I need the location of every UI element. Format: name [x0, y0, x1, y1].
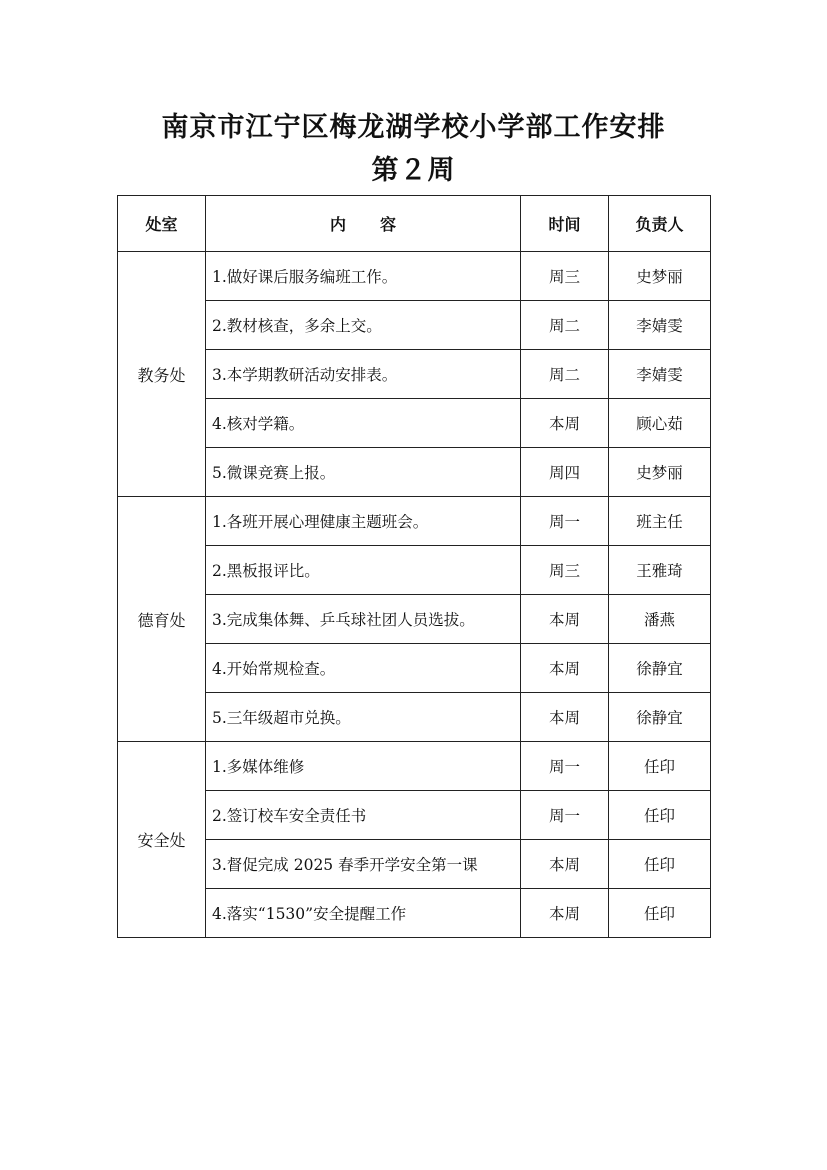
time-cell: 周三	[521, 252, 609, 301]
task-content-cell: 4.开始常规检查。	[206, 644, 521, 693]
time-cell: 本周	[521, 889, 609, 938]
person-in-charge-cell: 顾心茹	[609, 399, 711, 448]
header-content	[206, 196, 521, 252]
person-in-charge-cell: 班主任	[609, 497, 711, 546]
table-header-row	[118, 196, 711, 252]
task-content-cell: 4.落实“1530”安全提醒工作	[206, 889, 521, 938]
table-row	[118, 350, 711, 399]
time-cell: 周四	[521, 448, 609, 497]
person-in-charge-cell: 潘燕	[609, 595, 711, 644]
time-cell: 本周	[521, 399, 609, 448]
document-title: 南京市江宁区梅龙湖学校小学部工作安排	[161, 112, 666, 143]
task-content-cell: 5.三年级超市兑换。	[206, 693, 521, 742]
task-content-cell: 3.督促完成 2025 春季开学安全第一课	[206, 840, 521, 889]
table-row	[118, 791, 711, 840]
task-content-cell: 1.做好课后服务编班工作。	[206, 252, 521, 301]
table-row	[118, 448, 711, 497]
person-in-charge-cell: 李婧雯	[609, 350, 711, 399]
header-content-part2: 容	[380, 215, 397, 234]
task-content-cell: 2.签订校车安全责任书	[206, 791, 521, 840]
dept-cell: 安全处	[118, 742, 206, 938]
time-cell: 本周	[521, 644, 609, 693]
person-in-charge-cell: 王雅琦	[609, 546, 711, 595]
task-content-cell: 2.黑板报评比。	[206, 546, 521, 595]
person-in-charge-cell: 徐静宜	[609, 644, 711, 693]
time-cell: 本周	[521, 840, 609, 889]
time-cell: 本周	[521, 693, 609, 742]
time-cell: 周二	[521, 350, 609, 399]
task-content-cell: 1.多媒体维修	[206, 742, 521, 791]
person-in-charge-cell: 李婧雯	[609, 301, 711, 350]
header-dept: 处室	[118, 196, 206, 252]
table-row	[118, 595, 711, 644]
dept-cell: 德育处	[118, 497, 206, 742]
table-row	[118, 742, 711, 791]
task-content-cell: 4.核对学籍。	[206, 399, 521, 448]
time-cell: 周一	[521, 791, 609, 840]
time-cell: 周一	[521, 497, 609, 546]
time-cell: 周三	[521, 546, 609, 595]
table-row	[118, 497, 711, 546]
table-row	[118, 301, 711, 350]
table-row	[118, 644, 711, 693]
person-in-charge-cell: 徐静宜	[609, 693, 711, 742]
time-cell: 本周	[521, 595, 609, 644]
header-person: 负责人	[609, 196, 711, 252]
person-in-charge-cell: 任印	[609, 791, 711, 840]
table-row	[118, 693, 711, 742]
task-content-cell: 2.教材核查，多余上交。	[206, 301, 521, 350]
task-content-cell: 3.完成集体舞、乒乓球社团人员选拔。	[206, 595, 521, 644]
task-content-cell: 1.各班开展心理健康主题班会。	[206, 497, 521, 546]
dept-cell: 教务处	[118, 252, 206, 497]
table-row	[118, 399, 711, 448]
time-cell: 周一	[521, 742, 609, 791]
person-in-charge-cell: 史梦丽	[609, 448, 711, 497]
person-in-charge-cell: 任印	[609, 889, 711, 938]
table-body	[118, 252, 711, 938]
week-subtitle: 第２周	[371, 155, 456, 186]
table-row	[118, 546, 711, 595]
task-content-cell: 3.本学期教研活动安排表。	[206, 350, 521, 399]
person-in-charge-cell: 史梦丽	[609, 252, 711, 301]
person-in-charge-cell: 任印	[609, 742, 711, 791]
person-in-charge-cell: 任印	[609, 840, 711, 889]
task-content-cell: 5.微课竞赛上报。	[206, 448, 521, 497]
header-time: 时间	[521, 196, 609, 252]
time-cell: 周二	[521, 301, 609, 350]
table-row	[118, 840, 711, 889]
table-row	[118, 889, 711, 938]
work-schedule-table	[117, 195, 711, 938]
header-content-part1: 内	[329, 215, 346, 234]
table-row	[118, 252, 711, 301]
